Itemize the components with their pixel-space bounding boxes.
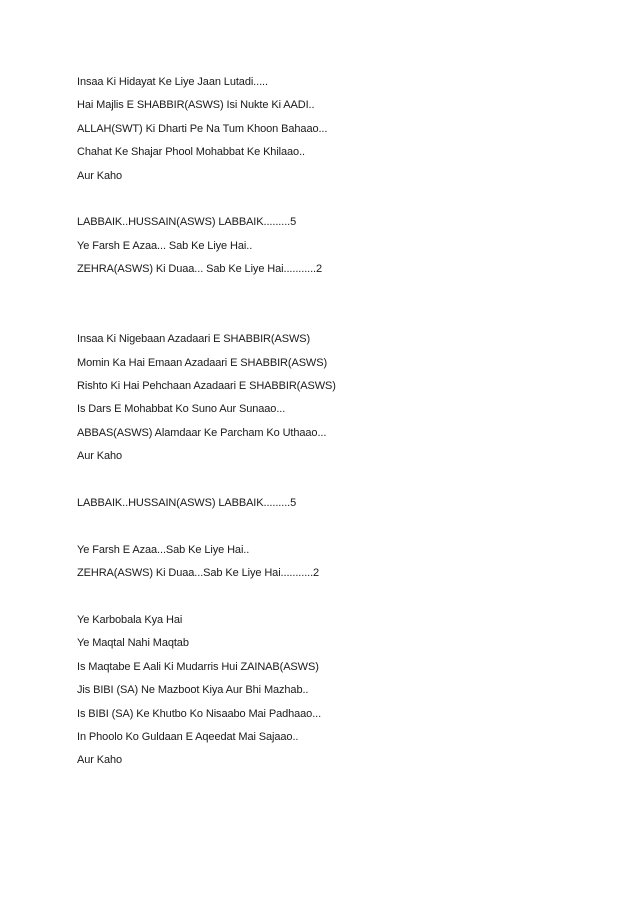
- text-line: Aur Kaho: [77, 169, 123, 182]
- text-line: LABBAIK..HUSSAIN(ASWS) LABBAIK.........5: [77, 497, 297, 510]
- blank-line: [77, 591, 597, 614]
- blank-line: [77, 520, 597, 543]
- blank-line: [77, 474, 597, 497]
- text-line: Ye Karbobala Kya Hai: [77, 613, 183, 626]
- text-line: Rishto Ki Hai Pehchaan Azadaari E SHABBIR(ASWS): [77, 380, 336, 393]
- text-line: Is Dars E Mohabbat Ko Suno Aur Sunaao...: [77, 403, 286, 416]
- text-line: In Phoolo Ko Guldaan E Aqeedat Mai Sajaao..: [77, 730, 299, 743]
- text-line: Momin Ka Hai Emaan Azadaari E SHABBIR(ASWS): [77, 356, 328, 369]
- text-line: Is BIBI (SA) Ke Khutbo Ko Nisaabo Mai Padhaao...: [77, 707, 322, 720]
- text-line: Is Maqtabe E Aali Ki Mudarris Hui ZAINAB(ASWS): [77, 660, 319, 673]
- text-line: Insaa Ki Nigebaan Azadaari E SHABBIR(ASWS): [77, 333, 311, 346]
- lyrics-text: [77, 76, 597, 778]
- text-line: LABBAIK..HUSSAIN(ASWS) LABBAIK.........5: [77, 216, 297, 229]
- blank-line: [77, 193, 597, 216]
- blank-line: [77, 287, 597, 310]
- text-line: ALLAH(SWT) Ki Dharti Pe Na Tum Khoon Bahaao...: [77, 122, 328, 135]
- text-line: Hai Majlis E SHABBIR(ASWS) Isi Nukte Ki AADI..: [77, 99, 315, 112]
- blank-line: [77, 310, 597, 333]
- text-line: Aur Kaho: [77, 450, 123, 463]
- text-line: ZEHRA(ASWS) Ki Duaa... Sab Ke Liye Hai...........2: [77, 263, 323, 276]
- text-line: Chahat Ke Shajar Phool Mohabbat Ke Khilaao..: [77, 146, 305, 159]
- text-line: Ye Farsh E Azaa...Sab Ke Liye Hai..: [77, 543, 250, 556]
- text-line: Insaa Ki Hidayat Ke Liye Jaan Lutadi.....: [77, 76, 268, 88]
- text-line: Jis BIBI (SA) Ne Mazboot Kiya Aur Bhi Mazhab..: [77, 684, 309, 697]
- text-line: Ye Farsh E Azaa... Sab Ke Liye Hai..: [77, 239, 253, 252]
- text-line: Ye Maqtal Nahi Maqtab: [77, 637, 189, 650]
- text-line: ZEHRA(ASWS) Ki Duaa...Sab Ke Liye Hai...........2: [77, 567, 320, 580]
- text-line: Aur Kaho: [77, 754, 123, 767]
- text-line: ABBAS(ASWS) Alamdaar Ke Parcham Ko Uthaao...: [77, 426, 327, 439]
